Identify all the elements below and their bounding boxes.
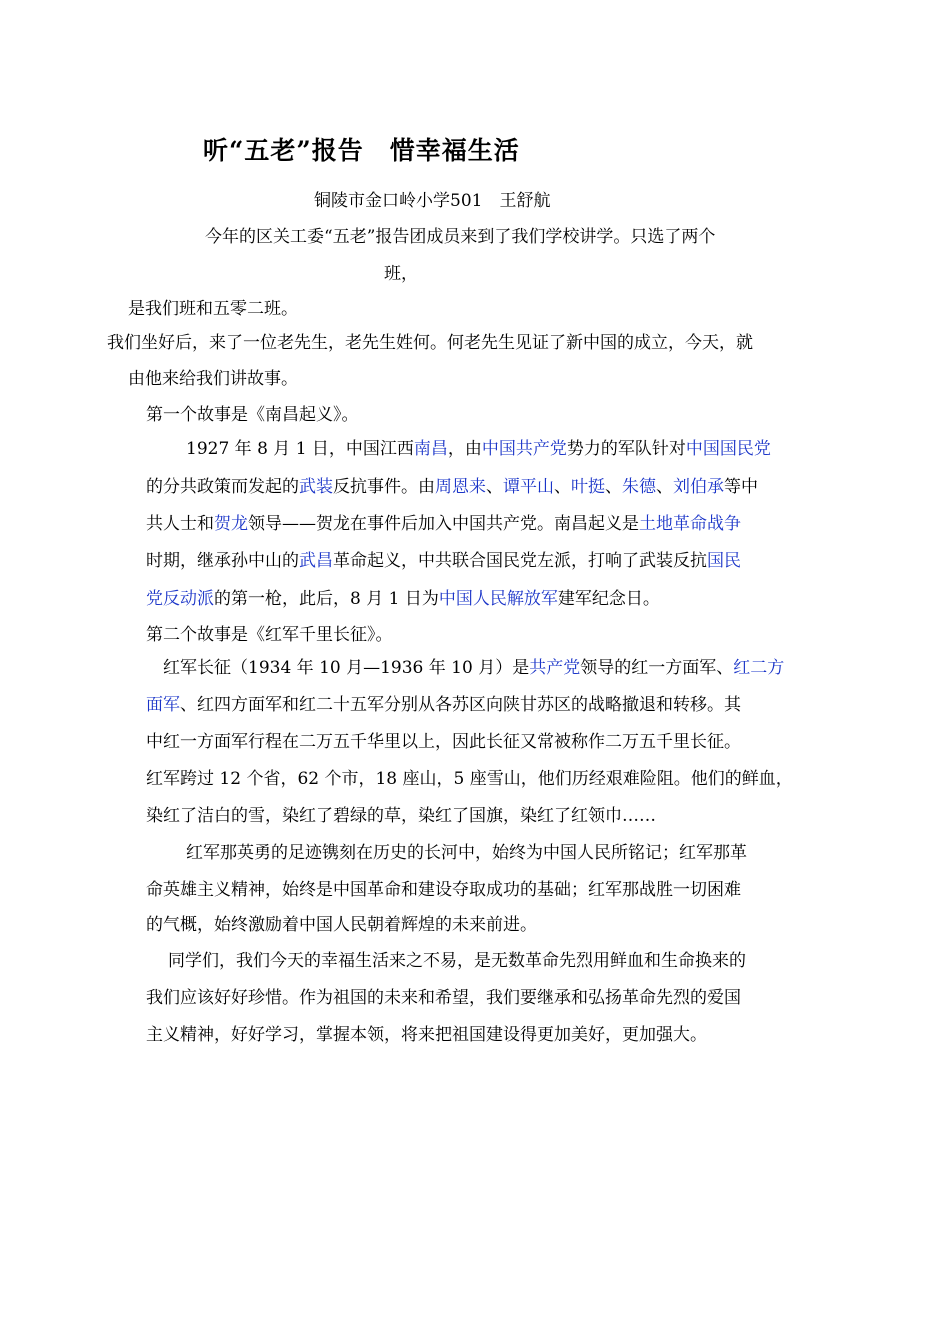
link-ccp[interactable]: 中国共产党 <box>481 439 567 459</box>
intro-line-3: 是我们班和五零二班。 <box>128 299 298 319</box>
link-wuchang[interactable]: 武昌 <box>299 551 333 571</box>
link-kmt-reactionaries-1[interactable]: 国民 <box>707 551 741 571</box>
reflection-line-3: 的气概，始终激励着中国人民朝着辉煌的未来前进。 <box>146 915 537 935</box>
link-second-front-army-2[interactable]: 面军 <box>146 695 180 715</box>
link-zhu-de[interactable]: 朱德 <box>622 477 656 497</box>
intro-line-2: 班， <box>384 264 418 284</box>
link-he-long[interactable]: 贺龙 <box>214 514 248 534</box>
story2-line-2: 面军、红四方面军和红二十五军分别从各苏区向陕甘苏区的战略撤退和转移。其 <box>146 695 741 715</box>
closing-line-3: 主义精神，好好学习，掌握本领，将来把祖国建设得更加美好，更加强大。 <box>146 1025 707 1045</box>
link-zhou-enlai[interactable]: 周恩来 <box>435 477 486 497</box>
story1-line-5: 党反动派的第一枪，此后，8 月 1 日为中国人民解放军建军纪念日。 <box>146 589 660 609</box>
story2-line-4: 红军跨过 12 个省，62 个市，18 座山，5 座雪山，他们历经艰难险阻。他们的鲜血， <box>146 769 793 789</box>
closing-line-1: 同学们，我们今天的幸福生活来之不易，是无数革命先烈用鲜血和生命换来的 <box>168 951 746 971</box>
link-second-front-army-1[interactable]: 红二方 <box>733 658 785 678</box>
link-communist-party[interactable]: 共产党 <box>529 658 581 678</box>
link-armed[interactable]: 武装 <box>299 477 333 497</box>
story1-line-2: 的分共政策而发起的武装反抗事件。由周恩来、谭平山、叶挺、朱德、刘伯承等中 <box>146 477 758 497</box>
link-kmt[interactable]: 中国国民党 <box>685 439 771 459</box>
story2-line-3: 中红一方面军行程在二万五千华里以上，因此长征又常被称作二万五千里长征。 <box>146 732 741 752</box>
author-line: 铜陵市金口岭小学501 王舒航 <box>314 191 551 211</box>
link-tan-pingshan[interactable]: 谭平山 <box>503 477 554 497</box>
story2-heading: 第二个故事是《红军千里长征》。 <box>146 625 393 645</box>
story2-line-5: 染红了洁白的雪，染红了碧绿的草，染红了国旗，染红了红领巾…… <box>146 806 656 826</box>
link-liu-bocheng[interactable]: 刘伯承 <box>673 477 724 497</box>
intro-line-1: 今年的区关工委“五老”报告团成员来到了我们学校讲学。只选了两个 <box>205 227 716 247</box>
story1-heading: 第一个故事是《南昌起义》。 <box>146 405 359 425</box>
story1-line-4: 时期，继承孙中山的武昌革命起义，中共联合国民党左派，打响了武装反抗国民 <box>146 551 741 571</box>
document-title: 听“五老”报告 惜幸福生活 <box>203 136 520 165</box>
link-ye-ting[interactable]: 叶挺 <box>571 477 605 497</box>
closing-line-2: 我们应该好好珍惜。作为祖国的未来和希望，我们要继承和弘扬革命先烈的爱国 <box>146 988 741 1008</box>
intro-line-4: 我们坐好后，来了一位老先生，老先生姓何。何老先生见证了新中国的成立，今天，就 <box>107 333 753 353</box>
link-pla[interactable]: 中国人民解放军 <box>438 589 558 609</box>
reflection-line-2: 命英雄主义精神，始终是中国革命和建设夺取成功的基础；红军那战胜一切困难 <box>146 880 741 900</box>
link-kmt-reactionaries-2[interactable]: 党反动派 <box>146 589 214 609</box>
link-land-revolution-war[interactable]: 土地革命战争 <box>639 514 741 534</box>
reflection-line-1: 红军那英勇的足迹镌刻在历史的长河中，始终为中国人民所铭记；红军那革 <box>186 843 747 863</box>
intro-line-5: 由他来给我们讲故事。 <box>128 369 298 389</box>
story1-line-3: 共人士和贺龙领导——贺龙在事件后加入中国共产党。南昌起义是土地革命战争 <box>146 514 741 534</box>
story1-line-1: 1927 年 8 月 1 日，中国江西南昌，由中国共产党势力的军队针对中国国民党 <box>186 439 771 459</box>
story2-line-1: 红军长征（1934 年 10 月—1936 年 10 月）是共产党领导的红一方面军、红二方 <box>163 658 785 678</box>
link-nanchang[interactable]: 南昌 <box>413 439 448 459</box>
